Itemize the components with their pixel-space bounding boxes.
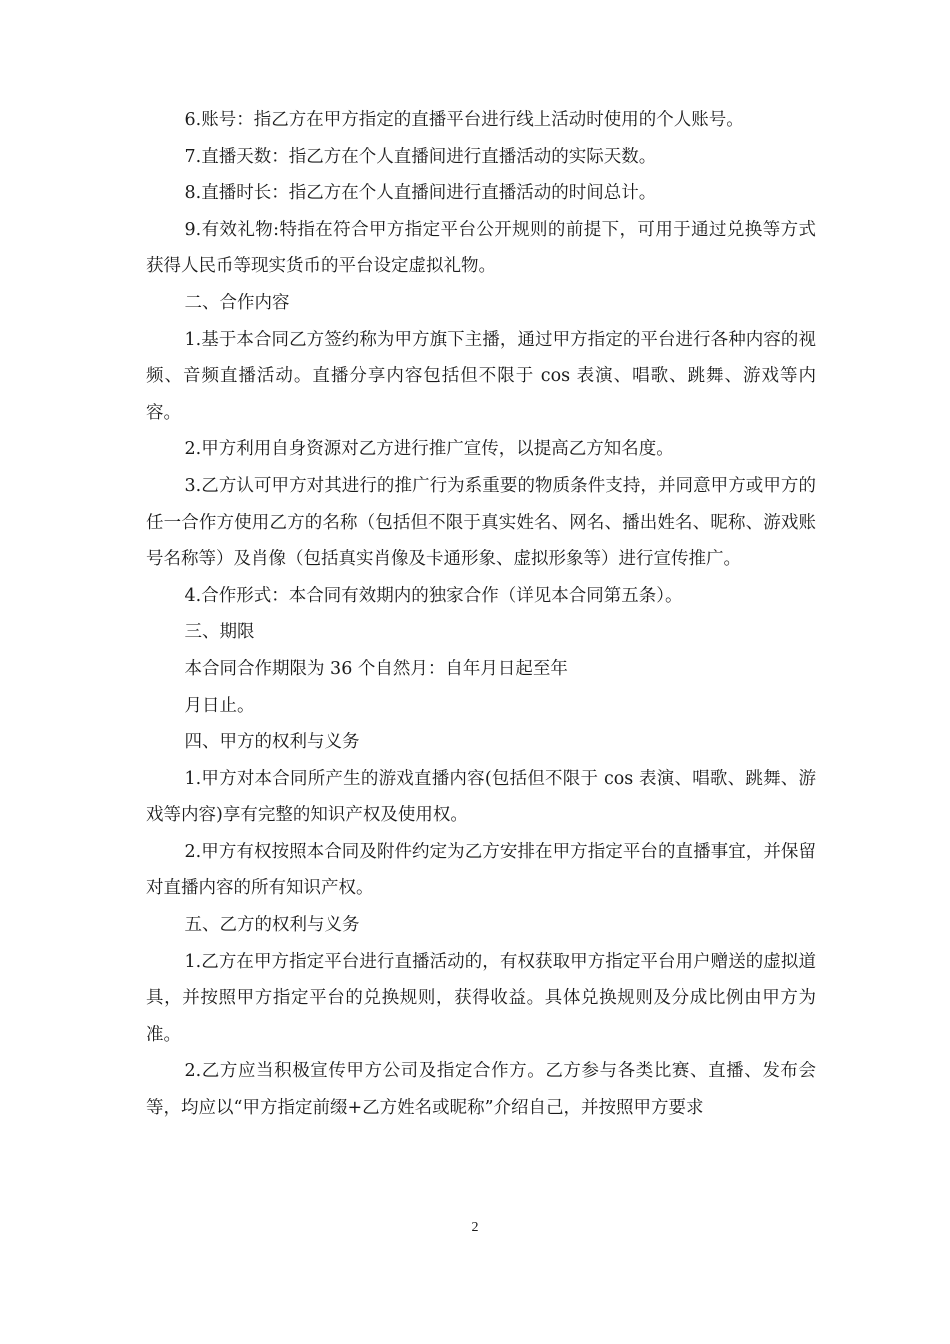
paragraph-party-b-2: 2.乙方应当积极宣传甲方公司及指定合作方。乙方参与各类比赛、直播、发布会等，均应以“甲方指定前缀+乙方姓名或昵称”介绍自己，并按照甲方要求 <box>146 1061 816 1119</box>
paragraph-definition-account: 6.账号：指乙方在甲方指定的直播平台进行线上活动时使用的个人账号。 <box>184 110 744 130</box>
paragraph-definition-live-duration: 8.直播时长：指乙方在个人直播间进行直播活动的时间总计。 <box>184 183 657 204</box>
section-heading-term: 三、期限 <box>184 622 255 643</box>
paragraph-cooperation-2: 2.甲方利用自身资源对乙方进行推广宣传，以提高乙方知名度。 <box>184 439 674 460</box>
paragraph-cooperation-4: 4.合作形式：本合同有效期内的独家合作（详见本合同第五条）。 <box>184 585 683 606</box>
paragraph-definition-live-days: 7.直播天数：指乙方在个人直播间进行直播活动的实际天数。 <box>184 146 657 167</box>
paragraph-term-line-2: 月日止。 <box>184 695 255 716</box>
paragraph-party-a-1: 1.甲方对本合同所产生的游戏直播内容(包括但不限于 cos 表演、唱歌、跳舞、游戏等内容)享有完整的知识产权及使用权。 <box>146 768 816 826</box>
paragraph-party-a-2: 2.甲方有权按照本合同及附件约定为乙方安排在甲方指定平台的直播事宜，并保留对直播内容的所有知识产权。 <box>146 841 816 899</box>
document-page <box>146 102 816 1127</box>
section-heading-party-a: 四、甲方的权利与义务 <box>184 732 360 753</box>
page-number: 2 <box>471 1220 479 1235</box>
section-heading-party-b: 五、乙方的权利与义务 <box>184 915 360 936</box>
paragraph-definition-valid-gifts: 9.有效礼物:特指在符合甲方指定平台公开规则的前提下，可用于通过兑换等方式获得人民币等现实货币的平台设定虚拟礼物。 <box>146 219 816 277</box>
paragraph-party-b-1: 1.乙方在甲方指定平台进行直播活动的，有权获取甲方指定平台用户赠送的虚拟道具，并按照甲方指定平台的兑换规则，获得收益。具体兑换规则及分成比例由甲方为准。 <box>146 951 816 1045</box>
section-heading-cooperation: 二、合作内容 <box>184 292 290 313</box>
paragraph-term-line-1: 本合同合作期限为 36 个自然月：自年月日起至年 <box>184 658 568 679</box>
paragraph-cooperation-3: 3.乙方认可甲方对其进行的推广行为系重要的物质条件支持，并同意甲方或甲方的任一合作方使用乙方的名称（包括但不限于真实姓名、网名、播出姓名、昵称、游戏账号名称等）及肖像（包括真实肖像及卡通形象、虚拟形象等）进行宣传推广。 <box>146 475 816 570</box>
paragraph-cooperation-1: 1.基于本合同乙方签约称为甲方旗下主播，通过甲方指定的平台进行各种内容的视频、音频直播活动。直播分享内容包括但不限于 cos 表演、唱歌、跳舞、游戏等内容。 <box>146 329 816 423</box>
